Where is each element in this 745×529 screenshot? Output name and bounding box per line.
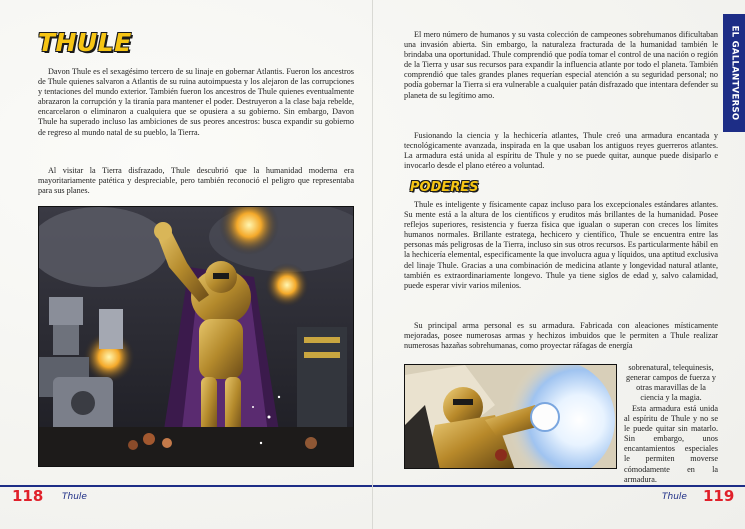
weapon-paragraph-continued: sobrenatural, telequinesis, generar campos de fuerza y otras maravillas de la ciencia y la magia.: [625, 363, 716, 403]
intro-paragraph: Davon Thule es el sexagésimo tercero de su linaje en gobernar Atlantis. Fueron los ancestros de Thule quienes salvaron a Atlantis de su ruina autoimpuesta y los alejaron de las corrupciones y tentaciones del mundo exterior. También fueron los ancestros de Thule quienes eventualmente abrazaron la corrupción y la tiranía para mantener el poder. Destruyeron a la clase baja rebelde, encarcelaron o eliminaron a cualquiera que se opusiera a su gobierno. Sin embargo, Davon Thule ha superado incluso las ambiciones de sus peores ancestros: busca expandir su gobierno de regreso al mundo natal de su pueblo, la Tierra.: [38, 67, 354, 137]
title-text: THULE: [38, 28, 132, 57]
armor-origin-paragraph: Fusionando la ciencia y la hechicería atlantes, Thule creó una armadura encantada y tecnológicamente avanzada, inspirada en la que usaban los antiguos reyes guerreros atlantes. La armadura está unida al espíritu de Thule y no se puede quitar, aunque puede disiparlo e invocarlo desde el plano etéreo a voluntad.: [404, 131, 718, 171]
comic-illustration-blast: [404, 364, 617, 469]
earth-visit-paragraph: Al visitar la Tierra disfrazado, Thule descubrió que la humanidad moderna era mayoritariamente patética y despreciable, pero también reconoció el peligro que representaba para sus planes.: [38, 166, 354, 196]
invasion-paragraph: El mero número de humanos y su vasta colección de campeones sobrehumanos dificultaban una invasión abierta. Sin embargo, la naturaleza fracturada de la humanidad también le brindaba una oportunidad. Thule comprendió que podía tomar el control de una nación o región de la Tierra y usar sus recursos para expandir la influencia atlante por todo el planeta. También comprendió que tales grandes planes requerían especial atención a su seguridad personal; no podía gobernar la Tierra si era vulnerable a cualquier patán disfrazado que intentara defender su planeta de su legítimo amo.: [404, 30, 718, 100]
page-number-right: 119: [703, 487, 735, 505]
weapon-paragraph: Su principal arma personal es su armadura. Fabricada con aleaciones místicamente mejoradas, posee numerosas armas y hechizos imbuidos que le permiten a Thule realizar numerosas hazañas sobrehumanas, como proyectar ráfagas de energía: [404, 321, 718, 351]
comic-illustration-thule: [38, 206, 354, 467]
page-number-left: 118: [12, 487, 44, 505]
section-heading-poderes: PODERES: [410, 180, 479, 195]
page-title: [38, 28, 132, 58]
comic-art-blast: [405, 365, 617, 469]
footer-rule-left: [0, 485, 372, 487]
side-tab-label: EL GALLANTVERSO: [729, 25, 739, 121]
page-gutter: [372, 0, 373, 529]
running-head-right: Thule: [662, 492, 687, 502]
footer-rule-right: [373, 485, 745, 487]
running-head-left: Thule: [62, 492, 87, 502]
powers-paragraph: Thule es inteligente y físicamente capaz incluso para los excepcionales estándares atlantes. Su mente está a la altura de los científicos y eruditos más brillantes de la humanidad. Posee reflejos superiores, resistencia y fuerza física que igualan o superan con creces los límites humanos normales. Brillante estratega, hechicero y científico, Thule se encuentra entre las personas más peligrosas de la Tierra, incluso sin sus otros recursos. Es particularmente hábil en la hechicería elemental, especificamente la que involucra agua y líquidos, una aptitud exclusiva del linaje Thule. Gracias a una combinación de medicina atlante y longevidad natural atlante, también es extraordinariamente longevo. Thule ya tiene siglos de edad y, salvo calamidad, puede esperar vivir varios milenios.: [404, 200, 718, 290]
armor-bond-paragraph: Esta armadura está unida al espíritu de Thule y no se le puede quitar sin matarlo. Sin embargo, unos encantamientos especiales le permiten moverse cómodamente en la armadura.: [624, 404, 718, 484]
comic-art: [39, 207, 354, 467]
